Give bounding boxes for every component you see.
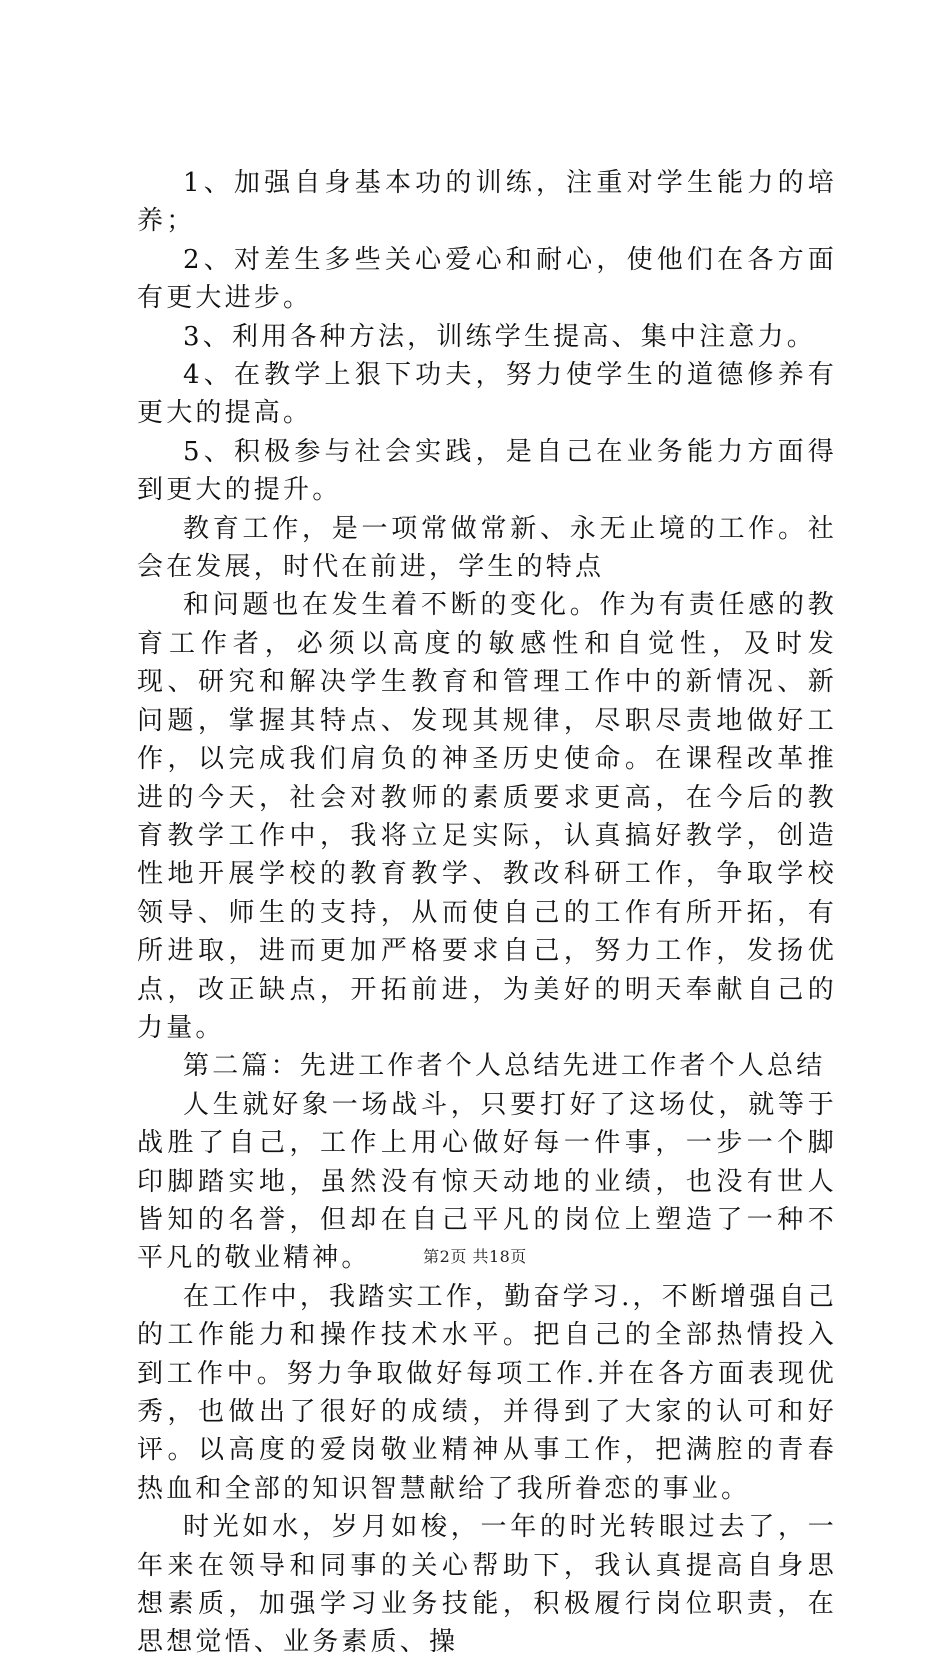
paragraph-time: 时光如水，岁月如梭，一年的时光转眼过去了，一年来在领导和同事的关心帮助下，我认真提高自身思想素质，加强学习业务技能，积极履行岗位职责，在思想觉悟、业务素质、操: [137, 1512, 837, 1658]
list-item-5: 5、积极参与社会实践，是自己在业务能力方面得到更大的提升。: [137, 436, 837, 506]
page-number: 第2页 共18页: [423, 1247, 527, 1266]
paragraph-changes: 和问题也在发生着不断的变化。作为有责任感的教育工作者，必须以高度的敏感性和自觉性，及时发现、研究和解决学生教育和管理工作中的新情况、新问题，掌握其特点、发现其规律，尽职尽责地做好工作，以完成我们肩负的神圣历史使命。在课程改革推进的今天，社会对教师的素质要求更高，在今后的教育教学工作中，我将立足实际，认真搞好教学，创造性地开展学校的教育教学、教改科研工作，争取学校领导、师生的支持，从而使自己的工作有所开拓，有所进取，进而更加严格要求自己，努力工作，发扬优点，改正缺点，开拓前进，为美好的明天奉献自己的力量。: [137, 590, 837, 1043]
paragraph-education-work: 教育工作，是一项常做常新、永无止境的工作。社会在发展，时代在前进，学生的特点: [137, 513, 837, 583]
list-item-4: 4、在教学上狠下功夫，努力使学生的道德修养有更大的提高。: [137, 360, 837, 429]
list-item-3: 3、利用各种方法，训练学生提高、集中注意力。: [183, 321, 816, 352]
document-body: [137, 164, 837, 1662]
paragraph-life: 人生就好象一场战斗，只要打好了这场仗，就等于战胜了自己，工作上用心做好每一件事，一步一个脚印脚踏实地，虽然没有惊天动地的业绩，也没有世人皆知的名誉，但却在自己平凡的岗位上塑造了一种不平凡的敬业精神。: [137, 1089, 837, 1274]
paragraph-work: 在工作中，我踏实工作，勤奋学习.，不断增强自己的工作能力和操作技术水平。把自己的全部热情投入到工作中。努力争取做好每项工作.并在各方面表现优秀，也做出了很好的成绩，并得到了大家的认可和好评。以高度的爱岗敬业精神从事工作，把满腔的青春热血和全部的知识智慧献给了我所眷恋的事业。: [137, 1281, 837, 1504]
list-item-2: 2、对差生多些关心爱心和耐心，使他们在各方面有更大进步。: [137, 244, 837, 314]
list-item-1: 1、加强自身基本功的训练，注重对学生能力的培养；: [137, 168, 837, 237]
section-heading: 第二篇：先进工作者个人总结先进工作者个人总结: [183, 1051, 826, 1082]
